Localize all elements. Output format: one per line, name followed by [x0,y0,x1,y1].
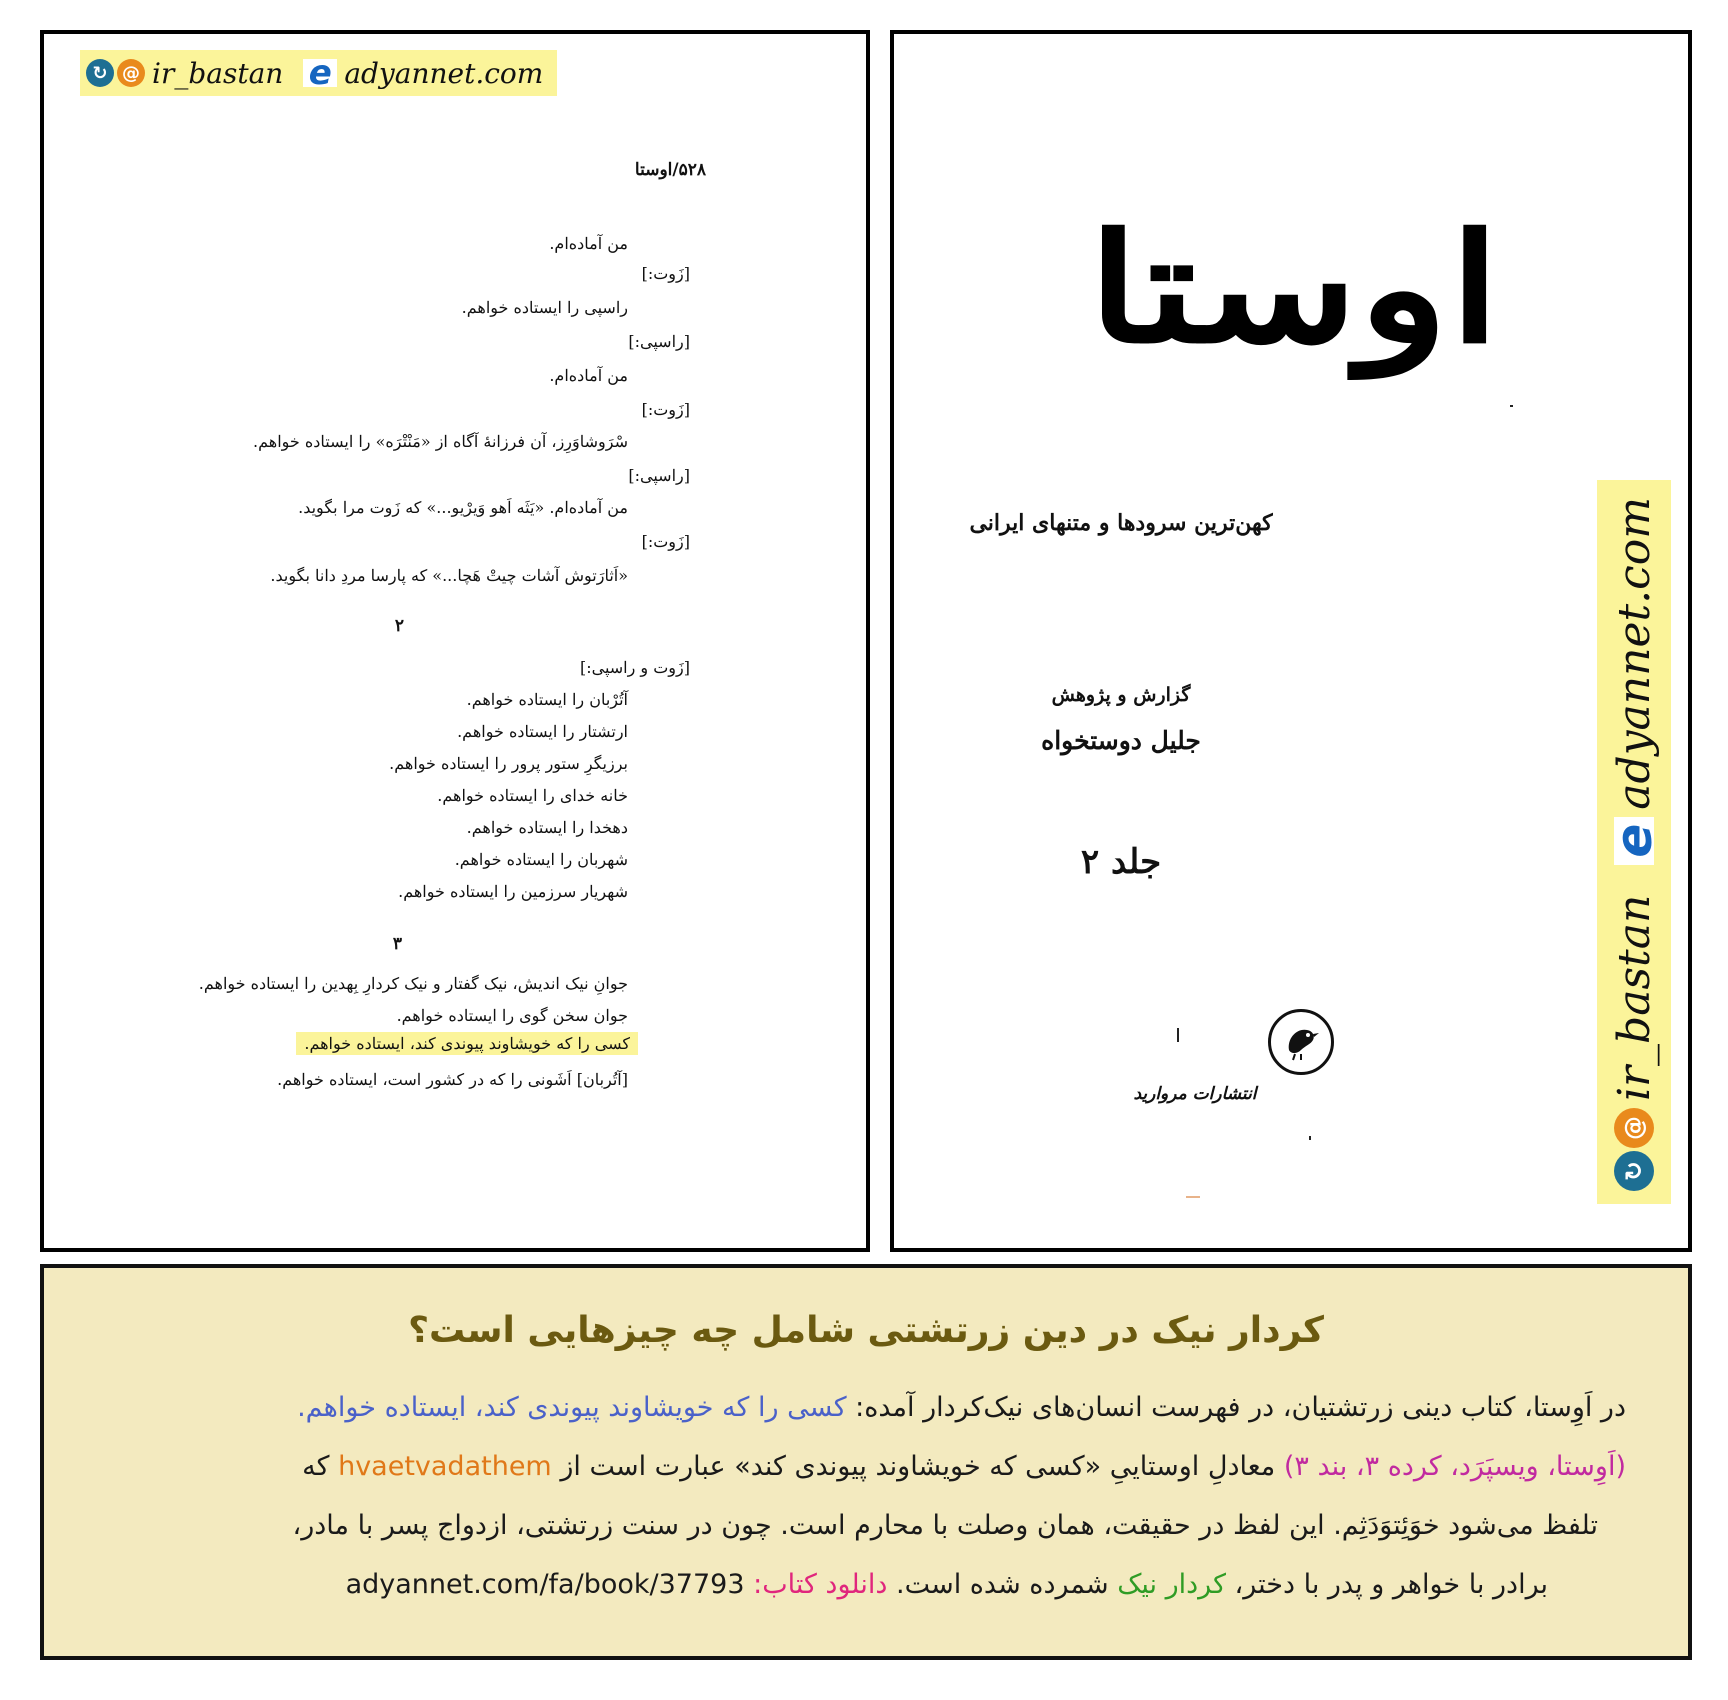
verse-line: [زَوت:] [641,264,690,283]
telegram-icon: ↻ [1614,1151,1654,1191]
verse-line: راسپی را ایستاده خواهم. [461,298,628,317]
cover-volume: جلد ۲ [1080,842,1162,882]
handle-adyannet: adyannet.com [1608,496,1660,810]
scan-speck [1309,1136,1311,1140]
verse-line: برزیگرِ ستور پرور را ایستاده خواهم. [389,754,628,773]
section-number: ۳ [392,934,402,954]
handle-ir-bastan: ir_bastan [152,56,284,90]
social-badge-top [80,50,557,96]
cover-title: اوستا [1087,201,1501,377]
verse-line: من آماده‌ام. [549,366,628,385]
download-label: دانلود کتاب: [753,1569,888,1600]
verse-line: آتُرْبان را ایستاده خواهم. [466,690,628,709]
scan-speck [1186,1196,1200,1198]
book-cover-page [890,30,1692,1252]
highlighted-text: کسی را که خویشاوند پیوندی کند، ایستاده خواهم. [296,1032,638,1055]
verse-line: [زَوت و راسپی:] [579,658,690,677]
info-line-3: تلفظ می‌شود خوَئِتوَدَثِم. این لفظ در حقیقت، همان وصلت با محارم است. چون در سنت زرتشتی، ازدواج پسر با مادر، [292,1510,1598,1541]
verse-line: دهخدا را ایستاده خواهم. [466,818,628,837]
cover-publisher: انتشارات مروارید [1133,1084,1257,1104]
verse-line: جوانِ نیک اندیش، نیک گفتار و نیک کردارِ بِهدین را ایستاده خواهم. [198,974,628,993]
verse-line: [آتُربان] اَشَونی را که در کشور است، ایستاده خواهم. [277,1070,628,1089]
info-line-4 [104,1569,1548,1600]
cover-author: جلیل دوستخواه [1041,726,1201,755]
telegram-icon: ↻ [86,59,114,87]
verse-line: من آماده‌ام. [549,234,628,253]
left-book-page [40,30,870,1252]
verse-line: شهریار سرزمین را ایستاده خواهم. [398,882,628,901]
info-box [40,1264,1692,1660]
verse-line: [زَوت:] [641,532,690,551]
handle-adyannet: adyannet.com [344,56,544,90]
verse-line: «اَثارَتوش آشات چیتْ هَچا...» که پارسا مردِ دانا بگوید. [270,566,628,585]
info-text: معادلِ اوستاییِ «کسی که خویشاوند پیوندی کند» عبارت است از [560,1451,1276,1482]
internet-explorer-icon: e [1614,817,1654,865]
verse-line: جوان سخن گوی را ایستاده خواهم. [396,1006,628,1025]
verse-line: [راسپی:] [628,466,690,485]
highlighted-verse-line [296,1034,638,1053]
info-text: در اَوِستا، کتاب دینی زرتشتیان، در فهرست انسان‌های نیک‌کردار آمده: [855,1392,1626,1423]
verse-line: ارتشتار را ایستاده خواهم. [457,722,628,741]
info-text: برادر با خواهر و پدر با دختر، [1234,1569,1548,1600]
scan-speck [1177,1028,1179,1042]
section-number: ۲ [394,616,404,636]
info-line-1 [104,1392,1626,1423]
info-line-2 [104,1451,1626,1482]
social-badge-vertical [1597,480,1671,1204]
download-link[interactable]: adyannet.com/fa/book/37793 [345,1569,745,1600]
publisher-bird-logo [1268,1009,1334,1075]
page-header: ۵۲۸/اوستا [634,160,706,180]
instagram-icon: @ [1614,1108,1654,1148]
verse-line: [زَوت:] [641,400,690,419]
verse-line: خانه خدای را ایستاده خواهم. [437,786,628,805]
info-text: که [302,1451,330,1482]
verse-line: سْرَوشاوَرِز، آن فرزانهٔ آگاه از «مَنْتْرَه» را ایستاده خواهم. [253,432,628,451]
info-title: کردار نیک در دین زرتشتی شامل چه چیزهایی است؟ [408,1310,1324,1351]
cover-report-label: گزارش و پژوهش [1051,684,1191,706]
verse-line: [راسپی:] [628,332,690,351]
cover-subtitle: کهن‌ترین سرودها و متنهای ایرانی [969,510,1273,536]
instagram-icon: @ [117,59,145,87]
info-quote: کسی را که خویشاوند پیوندی کند، ایستاده خواهم. [297,1392,847,1423]
info-good-deed: کردار نیک [1117,1569,1226,1600]
handle-ir-bastan: ir_bastan [1608,894,1660,1102]
verse-line: شهربان را ایستاده خواهم. [454,850,628,869]
info-reference: (اَوِستا، ویسپَرَد، کرده ۳، بند ۳) [1283,1451,1626,1482]
scan-speck [1510,405,1513,407]
info-avestan-term: hvaetvadathem [338,1451,552,1482]
info-text: شمرده شده است. [895,1569,1109,1600]
internet-explorer-icon: e [303,59,337,87]
verse-line: من آماده‌ام. «یَثَه اَهو وَیرْیو...» که زَوت مرا بگوید. [298,498,628,517]
